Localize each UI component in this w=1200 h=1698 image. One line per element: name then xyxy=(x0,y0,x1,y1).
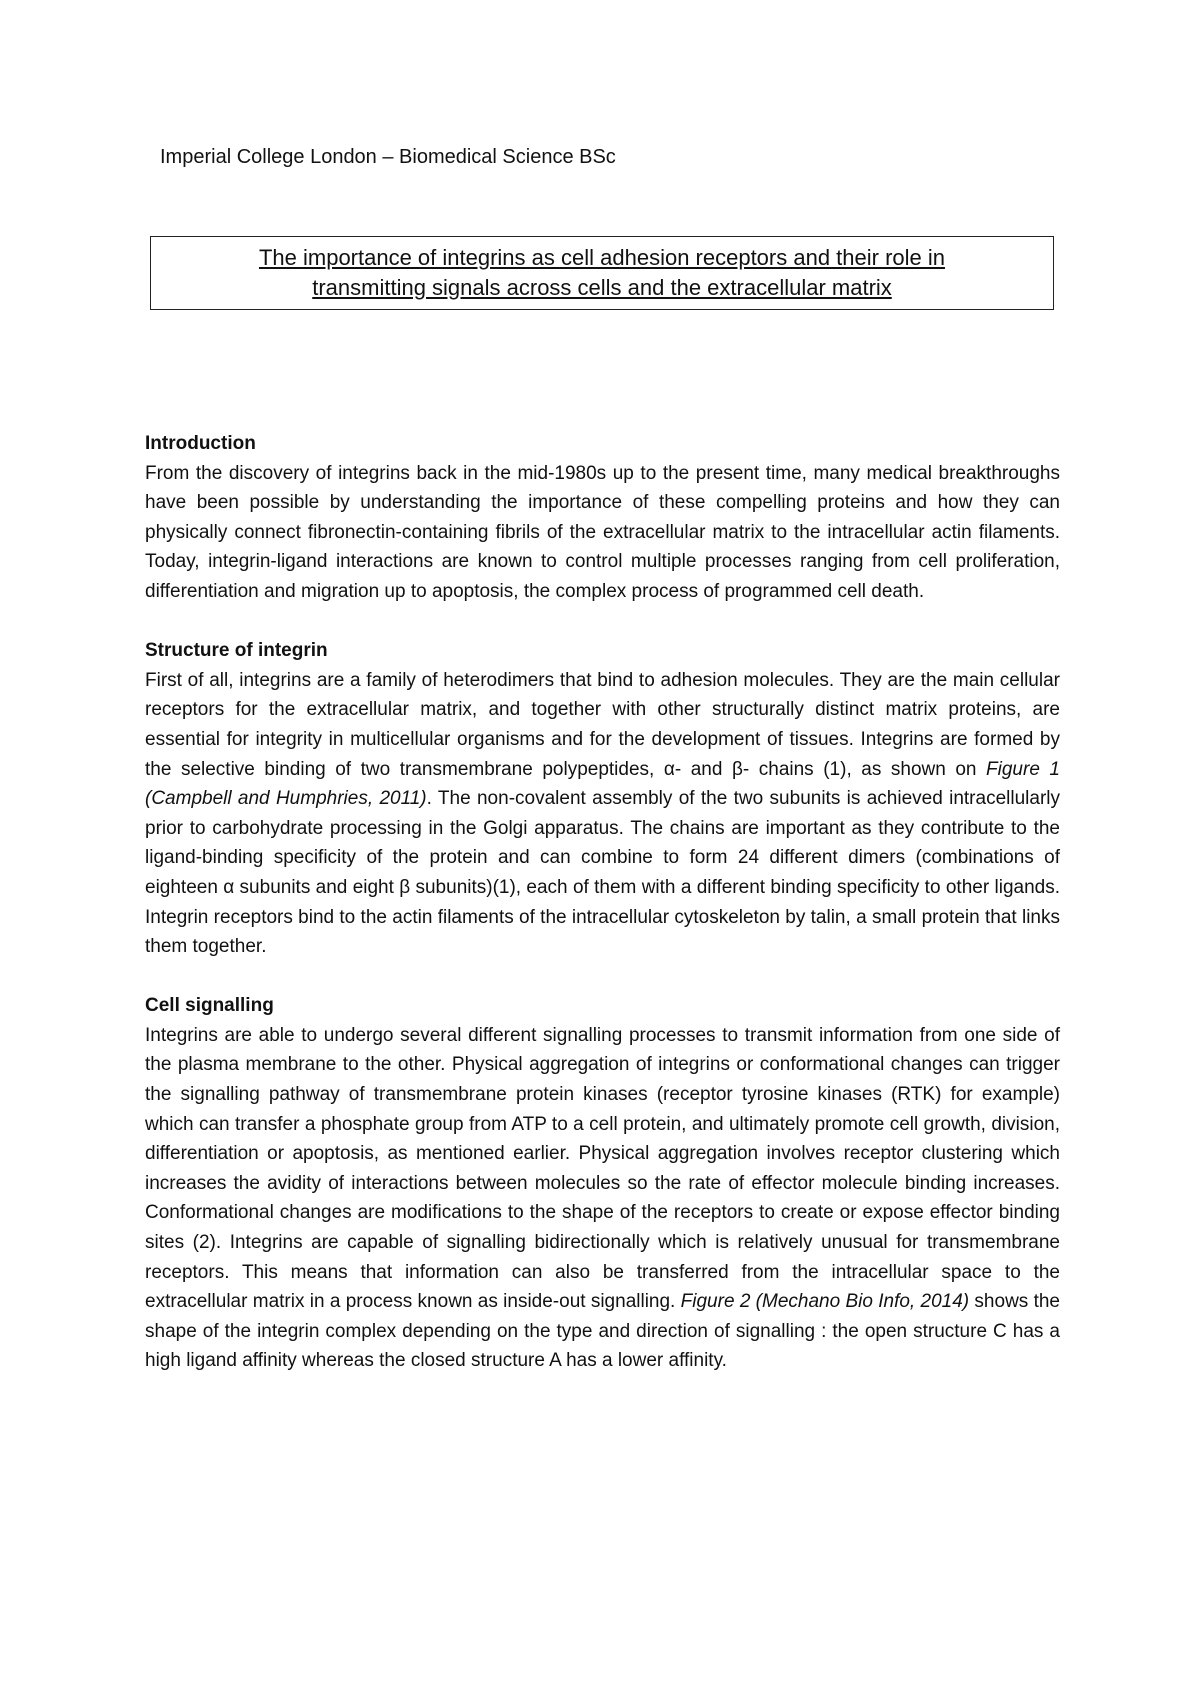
paragraph-text: . The non-covalent assembly of the two subunits is achieved intracellularly prior to carbohydrate processing in the Golgi apparatus. The chains are important as they contribute to the ligand-binding specificity of the protein and can combine to form 24 different dimers (combinations of eighteen α subunits and eight β subunits)(1), each of them with a different binding specificity to other ligands. Integrin receptors bind to the actin filaments of the intracellular cytoskeleton by talin, a small protein that links them together. xyxy=(145,788,1060,958)
institution-header: Imperial College London – Biomedical Science BSc xyxy=(160,146,616,168)
paragraph-text: First of all, integrins are a family of heterodimers that bind to adhesion molecules. They are the main cellular receptors for the extracellular matrix, and together with other structurally distinct matrix proteins, are essential for integrity in multicellular organisms and for the development of tissues. Integrins are formed by the selective binding of two transmembrane polypeptides, α- and β- chains (1), as shown on xyxy=(145,669,1060,780)
section-paragraph xyxy=(145,1021,1060,1376)
title-box xyxy=(150,236,1054,310)
section-paragraph: From the discovery of integrins back in the mid-1980s up to the present time, many medical breakthroughs have been possible by understanding the importance of these compelling proteins and how they can physically connect fibronectin-containing fibrils of the extracellular matrix to the intracellular actin filaments. Today, integrin-ligand interactions are known to control multiple processes ranging from cell proliferation, differentiation and migration up to apoptosis, the complex process of programmed cell death. xyxy=(145,462,1060,602)
paragraph-text: Integrins are able to undergo several different signalling processes to transmit information from one side of the plasma membrane to the other. Physical aggregation of integrins or conformational changes can trigger the signalling pathway of transmembrane protein kinases (receptor tyrosine kinases (RTK) for example) which can transfer a phosphate group from ATP to a cell protein, and ultimately promote cell growth, division, differentiation or apoptosis, as mentioned earlier. Physical aggregation involves receptor clustering which increases the avidity of interactions between molecules so the rate of effector molecule binding increases. Conformational changes are modifications to the shape of the receptors to create or expose effector binding sites (2). Integrins are capable of signalling bidirectionally which is relatively unusual for transmembrane receptors. This means that information can also be transferred from the intracellular space to the extracellular matrix in a process known as inside-out signalling. xyxy=(145,1024,1060,1313)
figure-citation: Figure 2 (Mechano Bio Info, 2014) xyxy=(680,1291,970,1313)
section-heading: Cell signalling xyxy=(145,995,274,1017)
document-body xyxy=(145,429,1060,1376)
section-paragraph xyxy=(145,666,1060,962)
title-line-1: The importance of integrins as cell adhesion receptors and their role in xyxy=(258,245,946,270)
figure-citation: Figure 1 (Campbell and Humphries, 2011) xyxy=(145,758,1060,810)
title-line-2: transmitting signals across cells and the extracellular matrix xyxy=(312,275,892,300)
section-introduction xyxy=(145,429,1060,607)
section-heading: Structure of integrin xyxy=(145,640,328,662)
section-signalling xyxy=(145,991,1060,1376)
paragraph-text: shows the shape of the integrin complex depending on the type and direction of signalling : the open structure C has a high ligand affinity whereas the closed structure A has a lower affinity. xyxy=(145,1291,1061,1372)
section-heading: Introduction xyxy=(145,433,256,454)
section-structure xyxy=(145,636,1060,962)
